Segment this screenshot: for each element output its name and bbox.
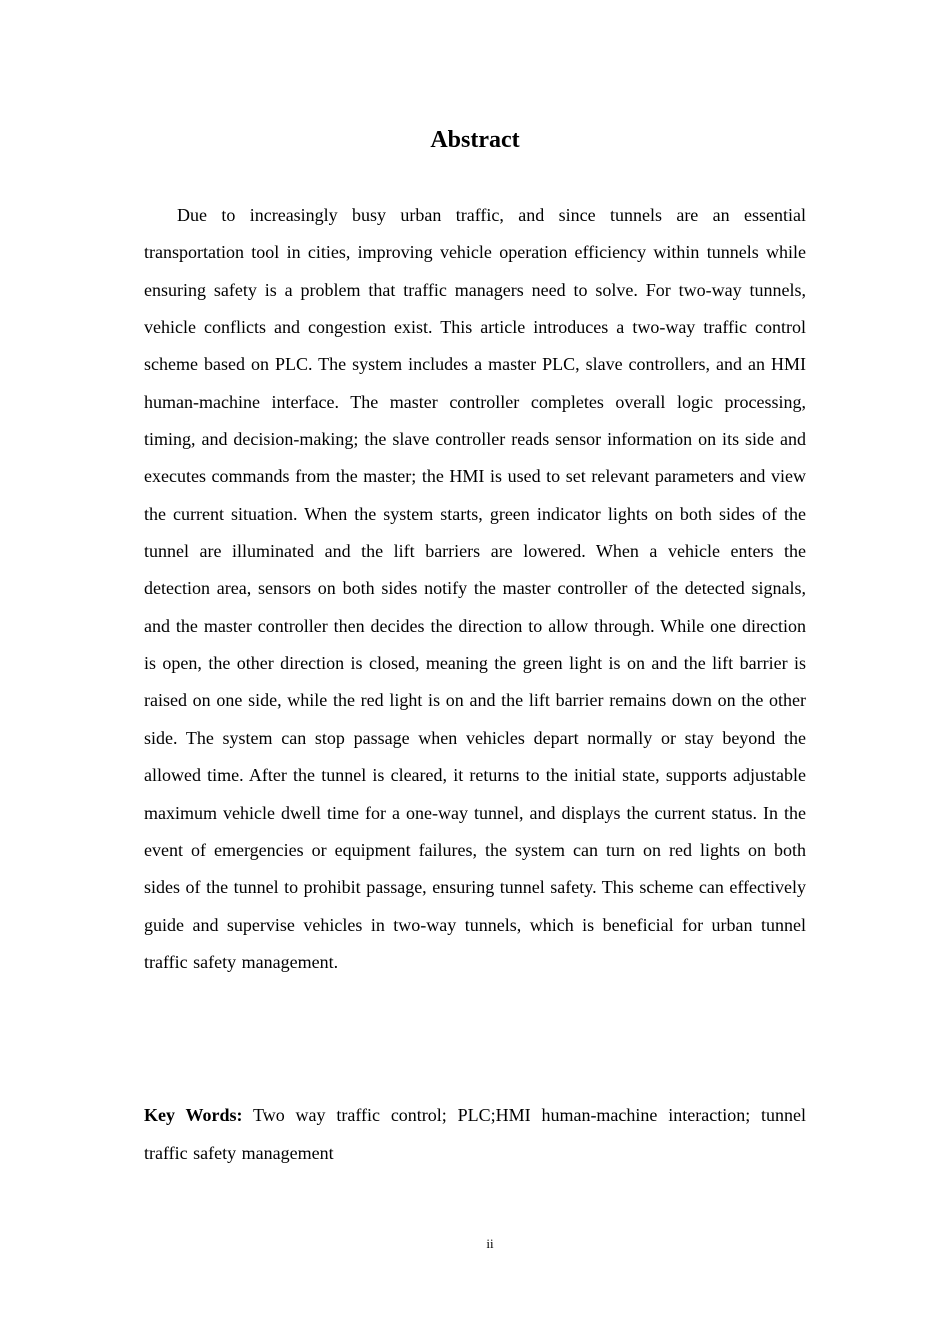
abstract-title: Abstract: [430, 127, 520, 153]
keywords-text: Two way traffic control; PLC;HMI human-machine interaction; tunnel traffic safety management: [144, 1105, 807, 1163]
keywords-label: Key Words:: [144, 1105, 243, 1125]
keywords-paragraph: [144, 1097, 806, 1172]
page-number: ii: [486, 1236, 494, 1251]
abstract-body: Due to increasingly busy urban traffic, and since tunnels are an essential transportation tool in cities, improving vehicle operation efficiency within tunnels while ensuring safety is a problem that traffic managers need to solve. For two-way tunnels, vehicle conflicts and congestion exist. This article introduces a two-way traffic control scheme based on PLC. The system includes a master PLC, slave controllers, and an HMI human-machine interface. The master controller completes overall logic processing, timing, and decision-making; the slave controller reads sensor information on its side and executes commands from the master; the HMI is used to set relevant parameters and view the current situation. When the system starts, green indicator lights on both sides of the tunnel are illuminated and the lift barriers are lowered. When a vehicle enters the detection area, sensors on both sides notify the master controller of the detected signals, and the master controller then decides the direction to allow through. While one direction is open, the other direction is closed, meaning the green light is on and the lift barrier is raised on one side, while the red light is on and the lift barrier remains down on the other side. The system can stop passage when vehicles depart normally or stay beyond the allowed time. After the tunnel is cleared, it returns to the initial state, supports adjustable maximum vehicle dwell time for a one-way tunnel, and displays the current status. In the event of emergencies or equipment failures, the system can turn on red lights on both sides of the tunnel to prohibit passage, ensuring tunnel safety. This scheme can effectively guide and supervise vehicles in two-way tunnels, which is beneficial for urban tunnel traffic safety management.: [144, 205, 806, 972]
